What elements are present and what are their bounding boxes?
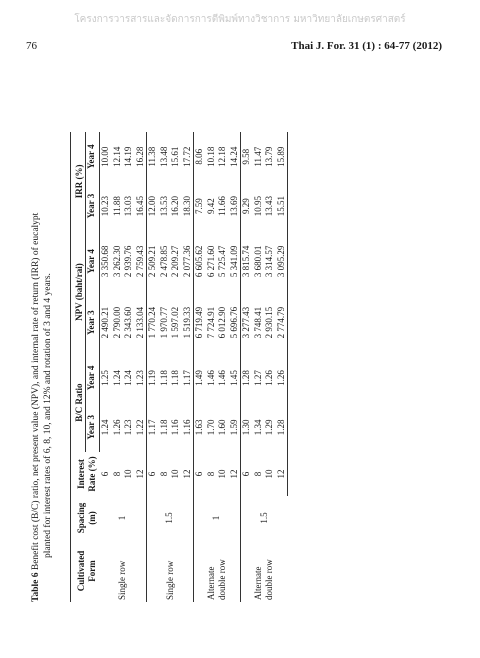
table-row [100, 132, 112, 602]
col-header-irr-year3: Year 3 [86, 181, 100, 230]
col-header-npv-year3: Year 3 [86, 292, 100, 353]
cell-irr-year4: 13.79 [264, 146, 274, 167]
cell-form: Alternate double row [241, 540, 288, 602]
cell-bc-year3: 1.22 [134, 419, 145, 436]
cell-irr-year4: 8.06 [194, 132, 206, 181]
cell-npv-year3: 1 770.24 [147, 292, 159, 353]
cell-npv-year3: 1 970.77 [158, 306, 169, 339]
cell-npv-year4: 3 095.29 [276, 231, 288, 292]
cell-bc-year3: 1.16 [181, 419, 192, 436]
cell-npv-year4: 2 478.85 [158, 245, 169, 278]
cell-irr-year4: 14.19 [123, 146, 133, 167]
rotated-table-block [30, 132, 450, 602]
cell-irr-year3: 9.42 [205, 198, 216, 214]
header-row-top [71, 132, 86, 602]
cell-irr-year4: 15.61 [170, 146, 180, 167]
cell-rate: 8 [252, 471, 263, 477]
cell-rate: 6 [99, 471, 110, 477]
cell-rate: 12 [181, 469, 192, 479]
cell-irr-year4: 16.28 [134, 146, 145, 167]
cell-npv-year3: 5 696.76 [228, 306, 239, 339]
cell-spacing: 1 [194, 496, 241, 540]
cell-irr-year3: 13.69 [228, 195, 239, 217]
cell-irr-year4: 12.14 [111, 146, 122, 167]
table-label: Table 6 [31, 572, 41, 602]
cell-bc-year3: 1.24 [100, 419, 110, 436]
cell-bc-year4: 1.24 [111, 370, 122, 386]
cell-npv-year3: 2 790.00 [111, 306, 122, 339]
cell-npv-year4: 2 939.76 [123, 245, 133, 278]
table-row [147, 132, 159, 602]
cell-npv-year3: 6 719.49 [194, 292, 206, 353]
cell-rate: 8 [158, 471, 169, 477]
cell-bc-year4: 1.26 [264, 370, 274, 386]
cell-npv-year3: 2 930.15 [264, 306, 274, 339]
results-table [70, 132, 288, 602]
cell-bc-year3: 1.34 [252, 419, 263, 436]
cell-bc-year3: 1.70 [205, 419, 216, 436]
cell-npv-year4: 3 815.74 [241, 231, 253, 292]
page-number: 76 [26, 40, 37, 52]
caption-line-2: planted for interest rates of 6, 8, 10, and 12% and rotation of 3 and 4 years. [43, 273, 53, 558]
cell-npv-year3: 6 012.90 [217, 306, 227, 339]
cell-rate: 10 [170, 469, 180, 479]
cell-bc-year4: 1.18 [170, 370, 180, 386]
cell-form: Single row [117, 560, 128, 600]
table-caption [30, 132, 54, 602]
cell-bc-year3: 1.17 [147, 403, 159, 452]
cell-irr-year3: 12.00 [147, 181, 159, 230]
cell-irr-year3: 16.20 [170, 195, 180, 217]
cell-irr-year4: 9.58 [241, 132, 253, 181]
col-header-spacing: Spacing (m) [71, 496, 100, 540]
cell-irr-year3: 13.53 [158, 195, 169, 217]
table-body [100, 132, 288, 602]
cell-bc-year3: 1.18 [158, 419, 169, 436]
cell-bc-year4: 1.46 [205, 370, 216, 386]
table-row [194, 132, 206, 602]
cell-irr-year3: 7.59 [194, 181, 206, 230]
cell-npv-year3: 1 597.02 [170, 306, 180, 339]
cell-bc-year4: 1.24 [123, 370, 133, 386]
cell-bc-year4: 1.26 [276, 353, 288, 402]
col-header-irr: IRR (%) [71, 132, 86, 231]
cell-form: Single row [147, 540, 194, 602]
cell-npv-year4: 5 725.47 [217, 245, 227, 278]
cell-npv-year4: 2 509.21 [147, 231, 159, 292]
cell-bc-year3: 1.16 [170, 419, 180, 436]
cell-irr-year4: 12.18 [217, 146, 227, 167]
cell-npv-year3: 2 490.21 [100, 306, 110, 339]
cell-bc-year3: 1.29 [264, 419, 274, 436]
cell-irr-year3: 10.23 [100, 195, 110, 217]
col-header-form: Cultivated Form [71, 540, 100, 602]
cell-bc-year4: 1.17 [181, 370, 192, 386]
cell-bc-year4: 1.28 [241, 353, 253, 402]
cell-bc-year3: 1.59 [228, 419, 239, 436]
cell-rate: 12 [276, 452, 288, 496]
cell-irr-year3: 11.88 [111, 196, 122, 217]
journal-reference: Thai J. For. 31 (1) : 64-77 (2012) [291, 40, 442, 52]
cell-irr-year3: 13.43 [264, 195, 274, 217]
cell-npv-year4: 3 350.68 [100, 245, 110, 278]
cell-rate: 10 [264, 469, 274, 479]
cell-npv-year3: 1 519.33 [181, 306, 192, 339]
cell-rate: 6 [147, 452, 159, 496]
cell-irr-year4: 10.18 [205, 146, 216, 167]
cell-irr-year3: 9.29 [241, 181, 253, 230]
cell-bc-year4: 1.19 [147, 353, 159, 402]
cell-irr-year3: 18.30 [181, 195, 192, 217]
cell-npv-year4: 2 759.43 [134, 245, 145, 278]
col-header-bc-year3: Year 3 [86, 403, 100, 452]
cell-spacing: 1.5 [147, 496, 194, 540]
cell-npv-year3: 7 724.91 [205, 306, 216, 339]
cell-rate: 6 [241, 452, 253, 496]
cell-bc-year3: 1.26 [111, 419, 122, 436]
cell-spacing: 1.5 [241, 496, 288, 540]
cell-bc-year3: 1.60 [217, 419, 227, 436]
cell-npv-year4: 3 680.01 [252, 245, 263, 278]
cell-rate: 6 [194, 452, 206, 496]
cell-rate: 10 [217, 469, 227, 479]
cell-npv-year4: 3 262.30 [111, 245, 122, 278]
cell-bc-year3: 1.23 [123, 419, 133, 436]
cell-bc-year3: 1.30 [241, 403, 253, 452]
cell-npv-year4: 6 271.60 [205, 245, 216, 278]
cell-irr-year3: 10.95 [252, 195, 263, 217]
cell-bc-year4: 1.46 [217, 370, 227, 386]
cell-bc-year3: 1.28 [276, 403, 288, 452]
cell-rate: 10 [123, 469, 133, 479]
watermark-text: โครงการวารสารและจัดการการตีพิมพ์ทางวิชาการ มหาวิทยาลัยเกษตรศาสตร์ [74, 14, 406, 25]
cell-npv-year3: 2 343.60 [123, 306, 133, 339]
cell-npv-year4: 2 077.36 [181, 245, 192, 278]
cell-irr-year4: 15.89 [276, 132, 288, 181]
cell-irr-year3: 11.66 [217, 196, 227, 217]
cell-irr-year4: 14.24 [228, 146, 239, 167]
cell-bc-year4: 1.18 [158, 370, 169, 386]
caption-line-1: Benefit cost (B/C) ratio, net present value (NPV), and internal rate of return (IRR) of eucalypt [31, 212, 41, 571]
cell-rate: 12 [134, 469, 145, 479]
cell-bc-year4: 1.23 [134, 370, 145, 386]
cell-npv-year4: 3 314.57 [264, 245, 274, 278]
cell-npv-year4: 5 341.09 [228, 245, 239, 278]
cell-bc-year4: 1.25 [100, 370, 110, 386]
cell-irr-year4: 17.72 [181, 146, 192, 167]
cell-spacing: 1 [117, 515, 127, 521]
col-header-npv: NPV (baht/rai) [71, 231, 86, 354]
col-header-irr-year4: Year 4 [86, 132, 100, 181]
cell-irr-year3: 15.51 [276, 181, 288, 230]
cell-npv-year4: 6 605.62 [194, 231, 206, 292]
cell-npv-year3: 2 774.79 [276, 292, 288, 353]
cell-npv-year3: 3 748.41 [252, 306, 263, 339]
cell-irr-year4: 11.47 [252, 146, 263, 167]
col-header-bc-year4: Year 4 [86, 353, 100, 402]
cell-bc-year3: 1.63 [194, 403, 206, 452]
cell-npv-year4: 2 209.27 [170, 245, 180, 278]
cell-rate: 8 [111, 471, 122, 477]
col-header-npv-year4: Year 4 [86, 231, 100, 292]
cell-bc-year4: 1.45 [228, 370, 239, 386]
cell-irr-year3: 13.03 [123, 195, 133, 217]
cell-irr-year4: 10.00 [100, 146, 110, 167]
cell-npv-year3: 3 277.43 [241, 292, 253, 353]
col-header-rate: Interest Rate (%) [71, 452, 100, 496]
cell-irr-year4: 13.48 [158, 146, 169, 167]
cell-irr-year3: 16.45 [134, 195, 145, 217]
cell-npv-year3: 2 133.04 [134, 306, 145, 339]
cell-rate: 8 [205, 471, 216, 477]
table-row [241, 132, 253, 602]
cell-irr-year4: 11.38 [147, 132, 159, 181]
cell-rate: 12 [228, 469, 239, 479]
cell-form: Alternate double row [194, 540, 241, 602]
col-header-bc: B/C Ratio [71, 353, 86, 452]
cell-bc-year4: 1.27 [252, 370, 263, 386]
cell-bc-year4: 1.49 [194, 353, 206, 402]
